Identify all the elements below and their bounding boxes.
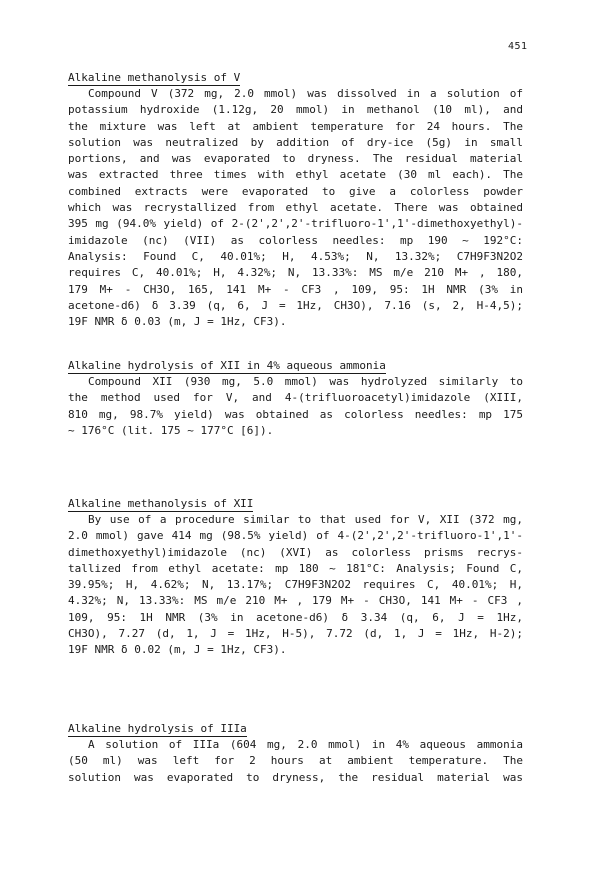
text-line: 2.0 mmol) gave 414 mg (98.5% yield) of 4-(2',2',2'-trifluoro-1',1'- [68, 529, 523, 543]
text-line: A solution of IIIa (604 mg, 2.0 mmol) in 4% aqueous ammonia [88, 738, 523, 751]
section-heading: Alkaline methanolysis of V [68, 71, 241, 84]
text-line: the method used for V, and 4-(trifluoroacetyl)imidazole (XIII, [68, 391, 523, 405]
text-line: acetone-d6) δ 3.39 (q, 6, J = 1Hz, CH3O), 7.16 (s, 2, H-4,5); [68, 298, 523, 312]
text-line: requires C, 40.01%; H, 4.32%; N, 13.33%: MS m/e 210 M+ , 180, [68, 266, 523, 280]
text-line: 810 mg, 98.7% yield) was obtained as colorless needles: mp 175 [68, 407, 523, 421]
text-line: solution was evaporated to dryness, the residual material was [68, 770, 523, 784]
text-line: ~ 176°C (lit. 175 ~ 177°C [6]). [68, 423, 274, 437]
text-line: 109, 95: 1H NMR (3% in acetone-d6) δ 3.34 (q, 6, J = 1Hz, [68, 610, 523, 624]
text-line: combined extracts were evaporated to give a colorless powder [68, 184, 523, 198]
text-line: portions, and was evaporated to dryness. The residual material [68, 152, 523, 166]
section-hydrolysis-iiia [68, 717, 523, 786]
text-line: 179 M+ - CH3O, 165, 141 M+ - CF3 , 109, 95: 1H NMR (3% in [68, 282, 523, 296]
text-line: was extracted three times with ethyl acetate (30 ml each). The [68, 168, 523, 182]
section-heading: Alkaline hydrolysis of IIIa [68, 722, 247, 735]
text-line: dimethoxyethyl)imidazole (nc) (XVI) as colorless prisms recrys- [68, 545, 523, 559]
text-line: 4.32%; N, 13.33%: MS m/e 210 M+ , 179 M+ - CH3O, 141 M+ - CF3 , [68, 594, 523, 608]
text-line: Compound V (372 mg, 2.0 mmol) was dissolved in a solution of [88, 87, 523, 100]
text-line: potassium hydroxide (1.12g, 20 mmol) in methanol (10 ml), and [68, 103, 523, 117]
text-line: Analysis: Found C, 40.01%; H, 4.53%; N, 13.32%; C7H9F3N2O2 [68, 249, 523, 263]
text-line: 395 mg (94.0% yield) of 2-(2',2',2'-trifluoro-1',1'-dimethoxyethyl)- [68, 217, 523, 231]
section-heading: Alkaline methanolysis of XII [68, 497, 254, 510]
page-number: 451 [508, 41, 528, 52]
text-line: By use of a procedure similar to that used for V, XII (372 mg, [88, 513, 523, 526]
text-line: CH3O), 7.27 (d, 1, J = 1Hz, H-5), 7.72 (d, 1, J = 1Hz, H-2); [68, 627, 523, 641]
text-line: 39.95%; H, 4.62%; N, 13.17%; C7H9F3N2O2 requires C, 40.01%; H, [68, 578, 523, 592]
text-line: which was recrystallized from ethyl acetate. There was obtained [68, 201, 523, 215]
text-line: the mixture was left at ambient temperature for 24 hours. The [68, 119, 523, 133]
text-line: 19F NMR δ 0.03 (m, J = 1Hz, CF3). [68, 315, 287, 329]
text-line: 19F NMR δ 0.02 (m, J = 1Hz, CF3). [68, 643, 287, 657]
text-line: (50 ml) was left for 2 hours at ambient temperature. The [68, 754, 523, 768]
section-methanolysis-v [68, 66, 523, 330]
section-hydrolysis-xii [68, 354, 523, 439]
text-line: Compound XII (930 mg, 5.0 mmol) was hydrolyzed similarly to [88, 375, 523, 388]
text-line: imidazole (nc) (VII) as colorless needles: mp 190 ~ 192°C: [68, 233, 523, 247]
section-heading: Alkaline hydrolysis of XII in 4% aqueous ammonia [68, 359, 386, 372]
section-methanolysis-xii [68, 492, 523, 659]
text-line: tallized from ethyl acetate: mp 180 ~ 181°C: Analysis; Found C, [68, 561, 523, 575]
text-line: solution was neutralized by addition of dry-ice (5g) in small [68, 135, 523, 149]
